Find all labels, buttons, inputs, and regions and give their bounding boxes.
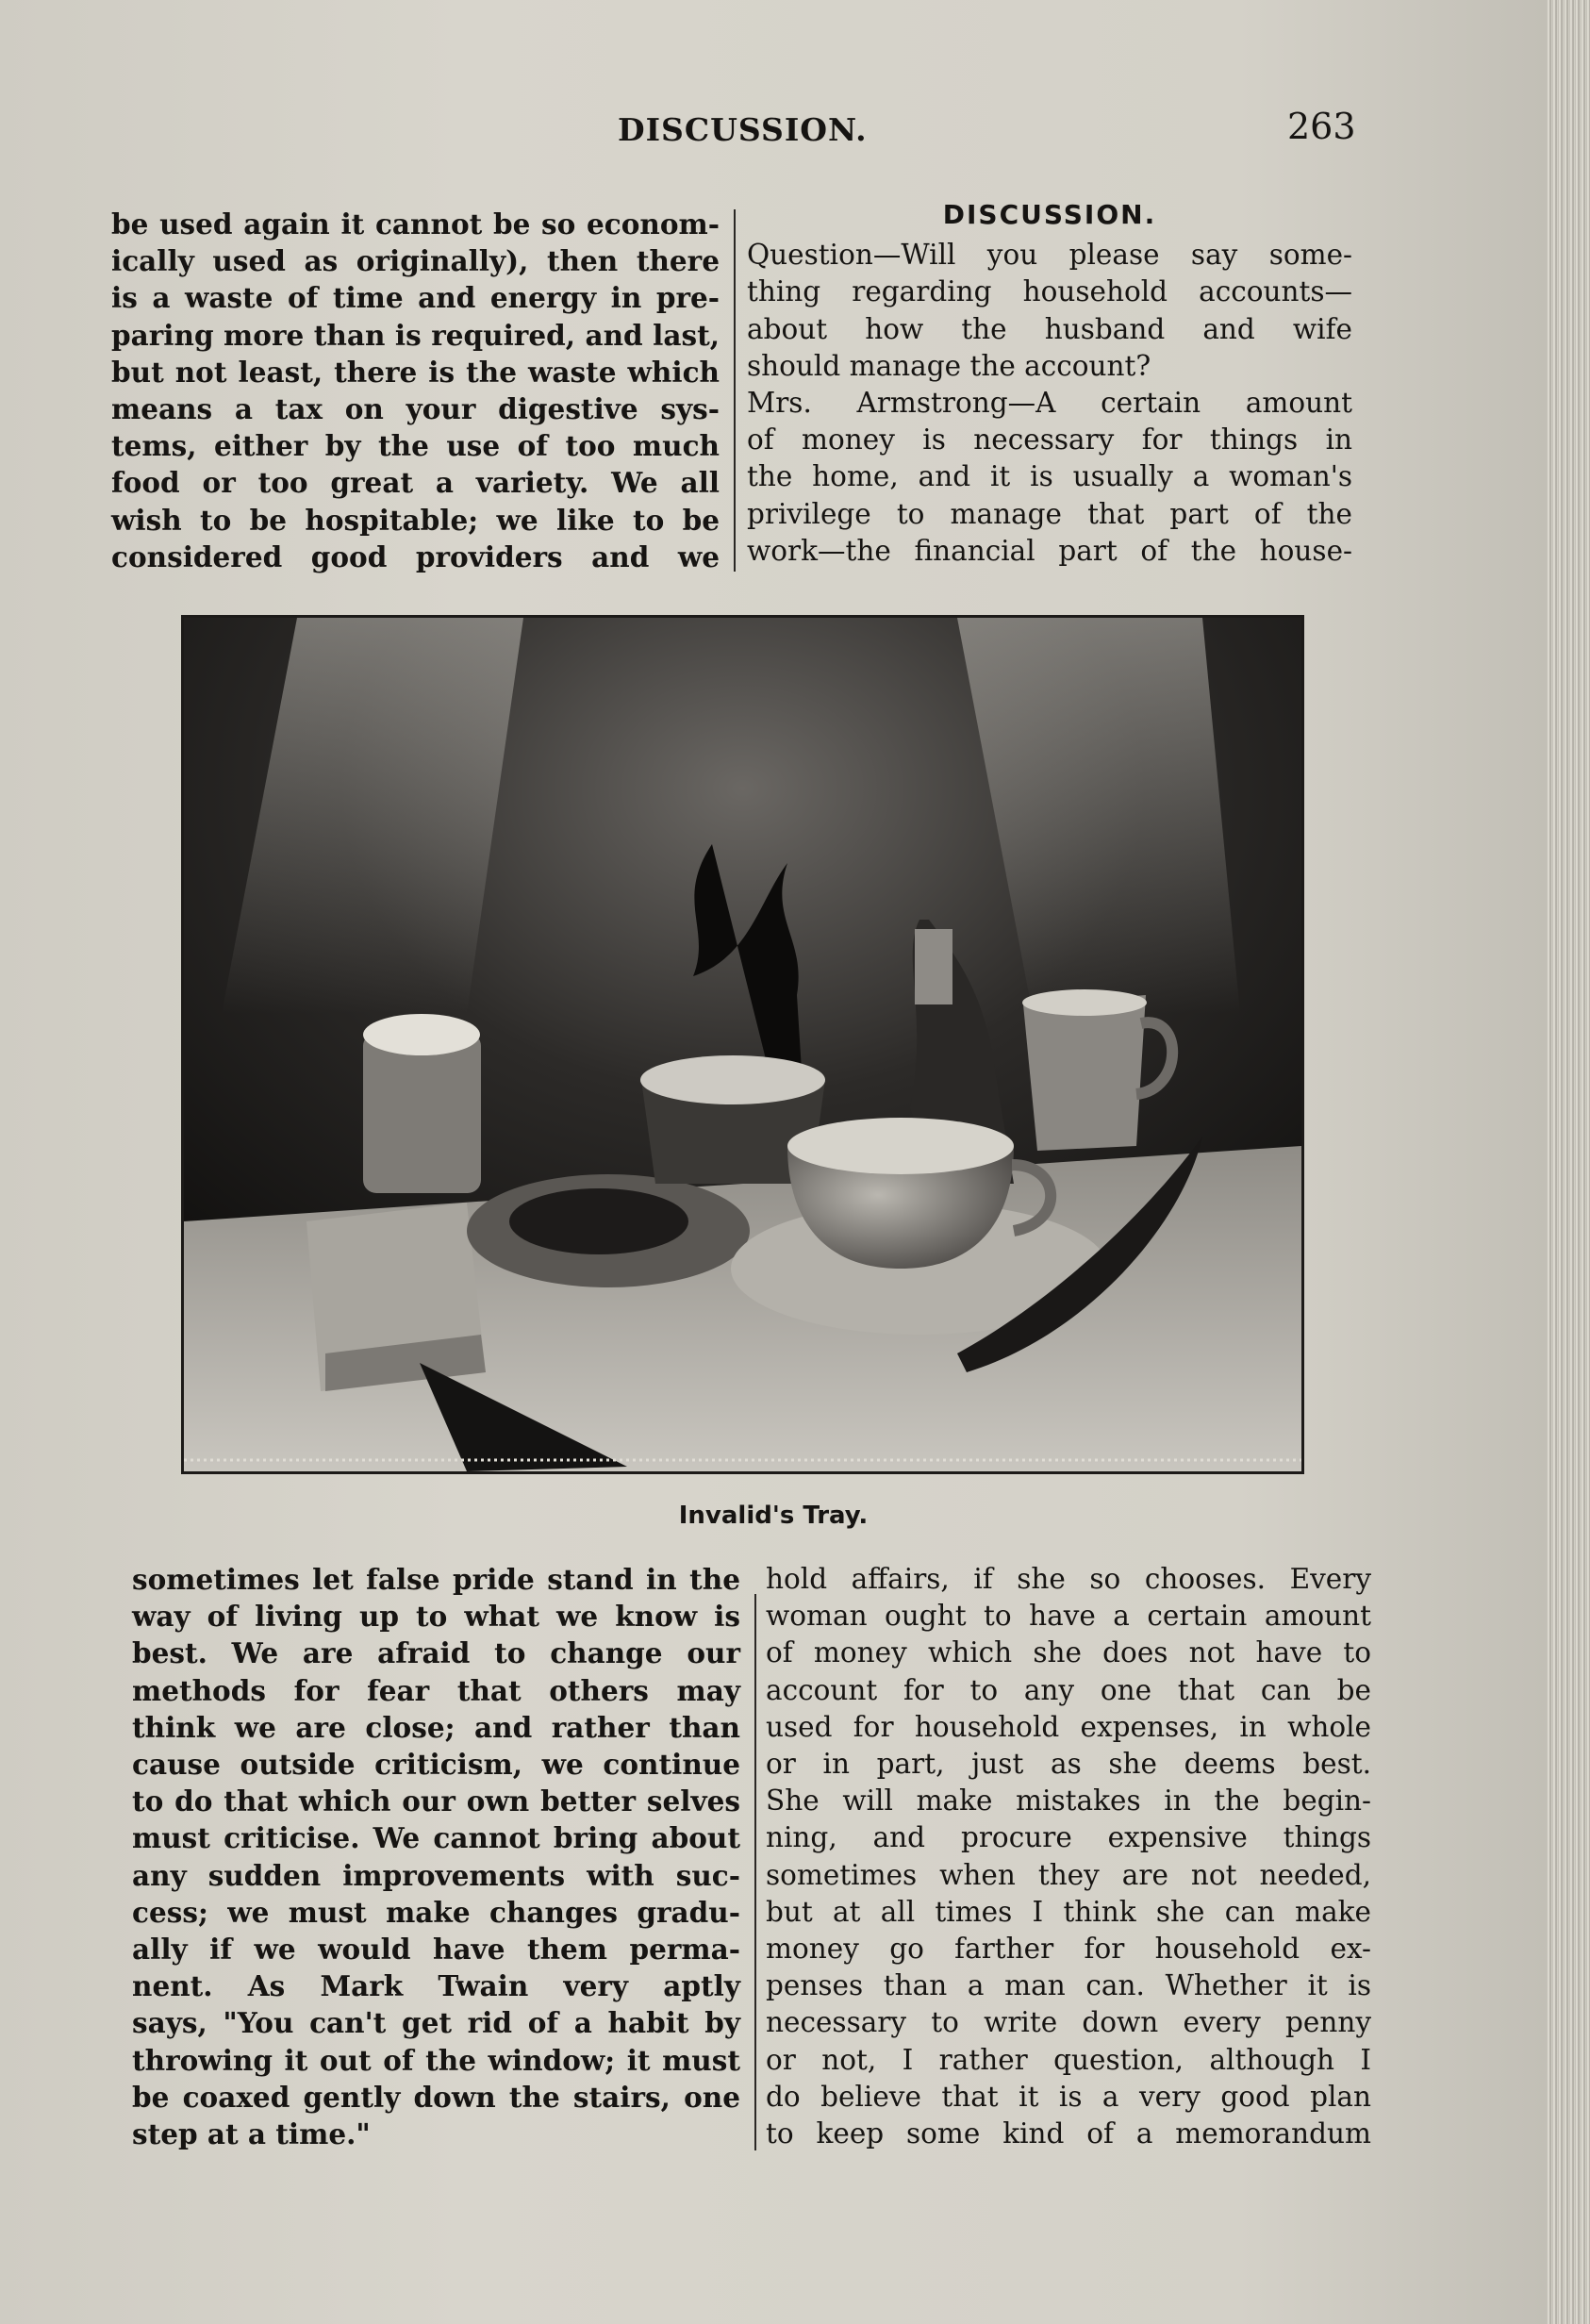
text-line: penses than a man can. Whether it is bbox=[766, 1969, 1371, 2002]
text-line: must criticise. We cannot bring about bbox=[132, 1821, 740, 1855]
invalids-tray-photo bbox=[181, 615, 1304, 1474]
text-line: be used again it cannot be so econom- bbox=[111, 208, 720, 241]
text-line: money go farther for household ex- bbox=[766, 1933, 1371, 1966]
text-line: Question—Will you please say some- bbox=[747, 239, 1352, 272]
text-line: thing regarding household accounts— bbox=[747, 275, 1352, 308]
text-line: should manage the account? bbox=[747, 349, 1151, 382]
text-line: to do that which our own better selves bbox=[132, 1784, 740, 1818]
page-header bbox=[0, 106, 1547, 153]
text-line: but not least, there is the waste which bbox=[111, 355, 720, 389]
text-line: do believe that it is a very good plan bbox=[766, 2080, 1371, 2113]
column-top-right bbox=[747, 196, 1352, 570]
text-line: throwing it out of the window; it must bbox=[132, 2043, 740, 2077]
text-line: hold affairs, if she so chooses. Every bbox=[766, 1563, 1371, 1595]
text-line: or not, I rather question, although I bbox=[766, 2043, 1371, 2076]
text-line: think we are close; and rather than bbox=[132, 1710, 740, 1744]
text-line: cess; we must make changes gradu- bbox=[132, 1895, 740, 1929]
text-line: food or too great a variety. We all bbox=[111, 466, 720, 500]
text-line: of money is necessary for things in bbox=[747, 423, 1352, 456]
text-line: the home, and it is usually a woman's bbox=[747, 460, 1352, 493]
running-head: DISCUSSION. bbox=[618, 111, 868, 148]
figure-caption: Invalid's Tray. bbox=[678, 1502, 869, 1530]
text-line: Mrs. Armstrong—A certain amount bbox=[747, 387, 1352, 420]
column-divider-bottom bbox=[754, 1594, 756, 2150]
text-line: privilege to manage that part of the bbox=[747, 497, 1352, 530]
text-line: woman ought to have a certain amount bbox=[766, 1600, 1371, 1633]
text-line: sometimes let false pride stand in the bbox=[132, 1563, 740, 1596]
text-line: paring more than is required, and last, bbox=[111, 318, 720, 352]
text-line: or in part, just as she deems best. bbox=[766, 1748, 1371, 1781]
text-line: necessary to write down every penny bbox=[766, 2006, 1371, 2039]
text-line: says, "You can't get rid of a habit by bbox=[132, 2006, 740, 2040]
text-line: methods for fear that others may bbox=[132, 1673, 740, 1707]
text-line: means a tax on your digestive sys- bbox=[111, 392, 720, 426]
text-line: ning, and procure expensive things bbox=[766, 1821, 1371, 1854]
text-line: is a waste of time and energy in pre- bbox=[111, 281, 720, 315]
column-divider-top bbox=[734, 209, 736, 572]
text-line: nent. As Mark Twain very aptly bbox=[132, 1969, 740, 2003]
text-line: to keep some kind of a memorandum bbox=[766, 2117, 1371, 2150]
page-number: 263 bbox=[1287, 106, 1356, 147]
photo-illustration bbox=[184, 618, 1301, 1471]
text-line: ically used as originally), then there bbox=[111, 244, 720, 278]
column-bottom-right bbox=[766, 1561, 1371, 2152]
text-line: sometimes when they are not needed, bbox=[766, 1858, 1371, 1891]
text-line: account for to any one that can be bbox=[766, 1673, 1371, 1706]
text-line: step at a time." bbox=[132, 2117, 371, 2151]
page-edge bbox=[1547, 0, 1590, 2324]
text-line: about how the husband and wife bbox=[747, 312, 1352, 345]
text-line: considered good providers and we bbox=[111, 540, 720, 573]
column-top-left bbox=[111, 206, 720, 575]
text-line: work—the financial part of the house- bbox=[747, 534, 1352, 567]
text-line: used for household expenses, in whole bbox=[766, 1710, 1371, 1743]
text-line: of money which she does not have to bbox=[766, 1636, 1371, 1669]
text-line: best. We are afraid to change our bbox=[132, 1636, 740, 1670]
text-line: be coaxed gently down the stairs, one bbox=[132, 2080, 740, 2114]
column-bottom-left bbox=[132, 1561, 740, 2152]
text-line: wish to be hospitable; we like to be bbox=[111, 503, 720, 537]
text-line: any sudden improvements with suc- bbox=[132, 1858, 740, 1892]
text-line: cause outside criticism, we continue bbox=[132, 1748, 740, 1782]
text-line: tems, either by the use of too much bbox=[111, 429, 720, 463]
text-line: ally if we would have them perma- bbox=[132, 1933, 740, 1967]
text-line: but at all times I think she can make bbox=[766, 1895, 1371, 1928]
text-line: She will make mistakes in the begin- bbox=[766, 1784, 1371, 1818]
section-heading: DISCUSSION. bbox=[942, 199, 1157, 230]
text-line: way of living up to what we know is bbox=[132, 1600, 740, 1634]
